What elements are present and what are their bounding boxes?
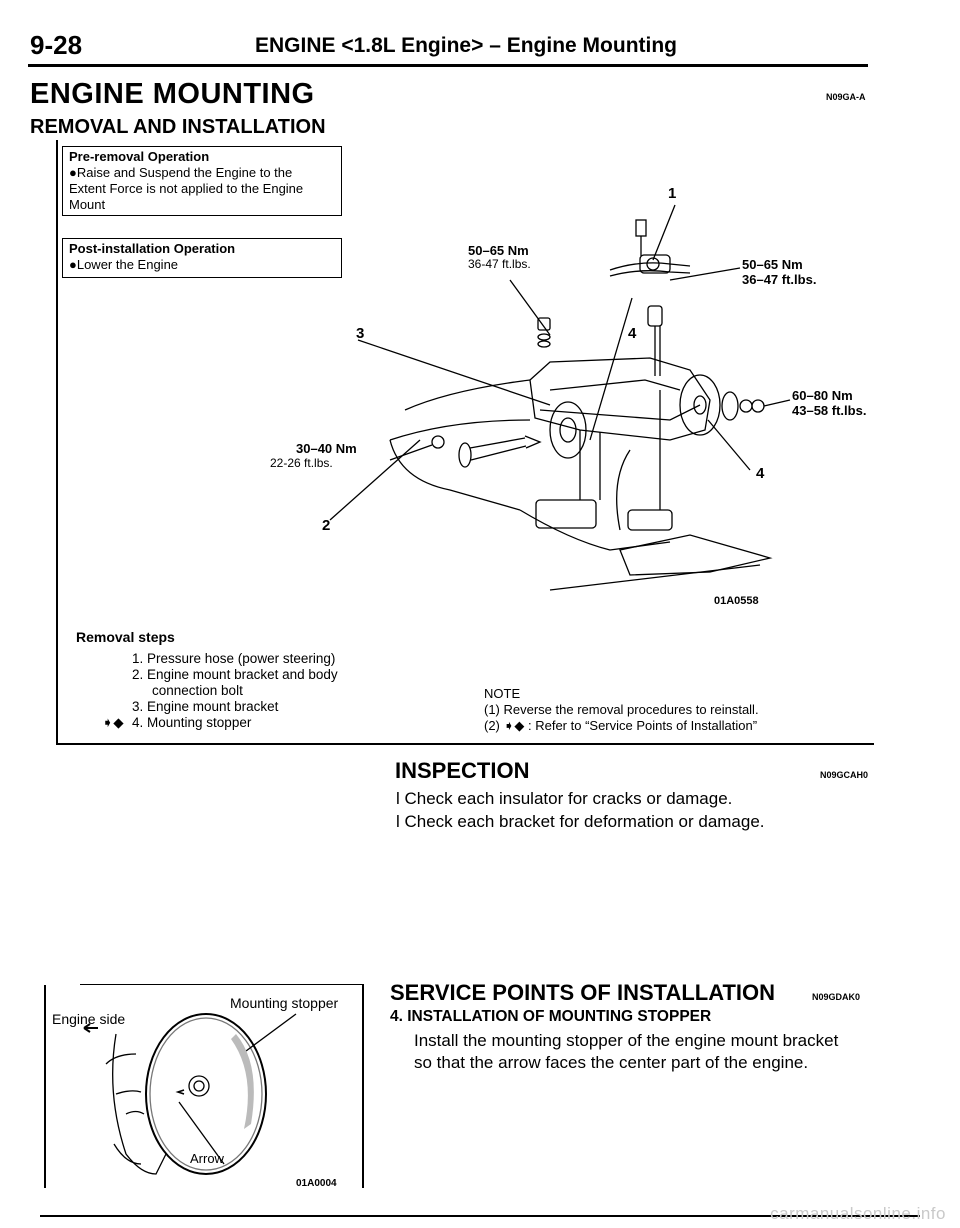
inspection-item: l Check each insulator for cracks or damage. [396, 789, 733, 808]
page-number: 9-28 [30, 30, 83, 60]
callout-4b: 4 [756, 465, 765, 482]
torque-3-nm: 60–80 Nm [792, 388, 853, 403]
inspection-code: N09GCAH0 [820, 770, 869, 780]
figure2-top-rule [80, 984, 364, 985]
removal-step: 4. Mounting stopper [132, 715, 252, 730]
service-points-text: so that the arrow faces the center part of the engine. [414, 1053, 809, 1072]
torque-1-ft: 36-47 ft.lbs. [468, 257, 531, 271]
torque-4-ft: 22-26 ft.lbs. [270, 456, 333, 470]
note-title: NOTE [484, 686, 521, 701]
pre-removal-line: ●Raise and Suspend the Engine to the [69, 165, 293, 180]
stopper-label: Mounting stopper [230, 995, 339, 1011]
pre-removal-heading: Pre-removal Operation [69, 149, 210, 164]
note-line: (1) Reverse the removal procedures to reinstall. [484, 702, 759, 717]
removal-step: connection bolt [152, 683, 243, 698]
note-line: (2) ➧◆ : Refer to “Service Points of Installation” [484, 718, 758, 733]
sub-title: REMOVAL AND INSTALLATION [30, 116, 326, 138]
figure2-code: 01A0004 [296, 1178, 337, 1189]
engine-side-label: Engine side [52, 1011, 126, 1027]
service-points-code: N09GDAK0 [812, 992, 861, 1002]
header-rule [28, 64, 868, 67]
removal-step: 1. Pressure hose (power steering) [132, 651, 336, 666]
torque-1-nm: 50–65 Nm [468, 243, 529, 258]
section-left-rule [56, 140, 58, 745]
main-code: N09GA-A [826, 92, 866, 102]
section-divider [56, 743, 874, 745]
removal-steps-title: Removal steps [76, 629, 175, 645]
removal-step: 2. Engine mount bracket and body [132, 667, 338, 682]
main-title: ENGINE MOUNTING [30, 78, 315, 110]
figure1-code: 01A0558 [714, 595, 759, 607]
post-install-line: ●Lower the Engine [69, 257, 179, 272]
callout-2: 2 [322, 517, 331, 534]
inspection-heading: INSPECTION [395, 758, 530, 783]
torque-3-ft: 43–58 ft.lbs. [792, 403, 867, 418]
inspection-item: l Check each bracket for deformation or damage. [396, 812, 765, 831]
figure2-right-rule [362, 985, 364, 1188]
service-points-subheading: 4. INSTALLATION OF MOUNTING STOPPER [390, 1008, 712, 1025]
pre-removal-line: Extent Force is not applied to the Engine [69, 181, 304, 196]
post-install-heading: Post-installation Operation [69, 241, 236, 256]
service-points-text: Install the mounting stopper of the engine mount bracket [414, 1031, 839, 1050]
callout-1: 1 [668, 185, 677, 202]
callout-4: 4 [628, 325, 637, 342]
torque-2-nm: 50–65 Nm [742, 257, 803, 272]
removal-step: 3. Engine mount bracket [132, 699, 279, 714]
service-mark: ➧◆ [102, 715, 124, 730]
watermark: carmanualsonline.info [770, 1204, 946, 1223]
callout-3: 3 [356, 325, 365, 342]
arrow-label: Arrow [190, 1151, 224, 1166]
header-title: ENGINE <1.8L Engine> – Engine Mounting [255, 34, 677, 57]
torque-2-ft: 36–47 ft.lbs. [742, 272, 817, 287]
pre-removal-line: Mount [69, 197, 106, 212]
service-points-heading: SERVICE POINTS OF INSTALLATION [390, 980, 776, 1005]
torque-4-nm: 30–40 Nm [296, 441, 357, 456]
